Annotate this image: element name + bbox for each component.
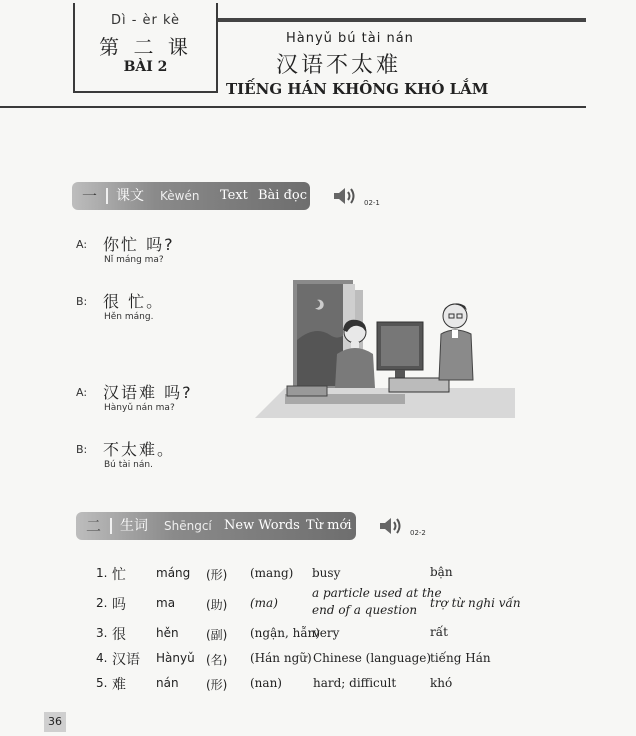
dialogue-speaker: A: xyxy=(76,238,88,251)
vocab-english: busy xyxy=(312,566,341,580)
vocab-english: hard; difficult xyxy=(313,676,397,690)
vocab-pinyin: nán xyxy=(156,676,179,690)
vocab-hanzi: 很 xyxy=(112,627,126,643)
lesson-number-pinyin: Dì - èr kè xyxy=(110,13,181,28)
section-title-vietnamese: Từ mới xyxy=(306,518,352,533)
vocab-english-line-2: end of a question xyxy=(312,603,418,617)
section-title-pinyin: Kèwén xyxy=(160,189,200,203)
dialogue-speaker: B: xyxy=(76,295,88,308)
vocab-sino-vietnamese: (nan) xyxy=(250,676,282,690)
lesson-title-vietnamese: TIẾNG HÁN KHÔNG KHÓ LẮM xyxy=(226,80,489,98)
banner-divider xyxy=(106,188,108,204)
vocab-number: 2. xyxy=(96,596,108,610)
section-number: 二 xyxy=(86,517,102,535)
vocab-part-of-speech: (名) xyxy=(206,653,228,667)
vocab-number: 3. xyxy=(96,626,108,640)
vocab-part-of-speech: (助) xyxy=(206,598,228,612)
vocab-number: 4. xyxy=(96,651,108,665)
vocab-sino-vietnamese: (ma) xyxy=(250,596,278,610)
section-title-english: Text xyxy=(220,188,248,203)
vocab-vietnamese: trợ từ nghi vấn xyxy=(430,596,521,610)
audio-track-code: 02-2 xyxy=(410,529,426,537)
vocab-sino-vietnamese: (ngận, hẫn) xyxy=(250,626,321,640)
vocab-pinyin: ma xyxy=(156,596,176,610)
office-scene-illustration xyxy=(255,270,515,418)
vocab-part-of-speech: (形) xyxy=(206,568,228,582)
vocab-sino-vietnamese: (Hán ngữ) xyxy=(250,651,312,665)
audio-track-code: 02-1 xyxy=(364,199,380,207)
vocab-pinyin: máng xyxy=(156,566,191,580)
vocab-number: 5. xyxy=(96,676,108,690)
vocab-hanzi: 忙 xyxy=(112,567,126,583)
vocab-vietnamese: rất xyxy=(430,625,448,639)
section-new-words-banner xyxy=(76,512,356,540)
vocab-hanzi: 难 xyxy=(112,677,126,693)
vocab-part-of-speech: (形) xyxy=(206,678,228,692)
dialogue-chinese: 你忙 吗? xyxy=(103,235,175,254)
vocab-vietnamese: khó xyxy=(430,676,453,690)
vocab-hanzi: 吗 xyxy=(112,597,126,613)
lesson-title-pinyin: Hànyǔ bú tài nán xyxy=(286,31,414,46)
header-bottom-rule xyxy=(0,106,586,108)
section-title-chinese: 生词 xyxy=(120,518,148,534)
header-top-rule xyxy=(210,18,586,22)
dialogue-speaker: B: xyxy=(76,443,88,456)
vocab-vietnamese: bận xyxy=(430,565,453,579)
lesson-number-box xyxy=(73,3,218,93)
dialogue-chinese: 汉语难 吗? xyxy=(103,383,193,402)
section-text-banner xyxy=(72,182,310,210)
vocab-part-of-speech: (副) xyxy=(206,628,228,642)
vocab-english-line-1: a particle used at the xyxy=(312,586,442,600)
vocab-sino-vietnamese: (mang) xyxy=(250,566,294,580)
vocab-vietnamese: tiếng Hán xyxy=(430,651,491,665)
page-number: 36 xyxy=(44,712,66,732)
section-title-pinyin: Shēngcí xyxy=(164,519,212,533)
lesson-number-vietnamese: BÀI 2 xyxy=(123,59,168,75)
vocab-english: very xyxy=(313,626,340,640)
speaker-icon[interactable] xyxy=(332,186,358,206)
section-title-english: New Words xyxy=(224,518,300,533)
vocab-hanzi: 汉语 xyxy=(112,652,140,668)
dialogue-speaker: A: xyxy=(76,386,88,399)
section-title-chinese: 课文 xyxy=(116,188,144,204)
dialogue-chinese: 不太难。 xyxy=(103,440,176,459)
banner-divider xyxy=(110,518,112,534)
dialogue-pinyin: Hànyǔ nán ma? xyxy=(104,403,175,413)
section-number: 一 xyxy=(82,187,98,205)
lesson-number-chinese: 第 二 课 xyxy=(99,35,192,59)
dialogue-chinese: 很 忙。 xyxy=(103,292,165,311)
dialogue-pinyin: Hěn máng. xyxy=(104,312,154,322)
dialogue-pinyin: Bú tài nán. xyxy=(104,460,153,470)
vocab-pinyin: Hànyǔ xyxy=(156,651,195,665)
lesson-title-chinese: 汉语不太难 xyxy=(276,53,402,78)
speaker-icon[interactable] xyxy=(378,516,404,536)
section-title-vietnamese: Bài đọc xyxy=(258,188,308,203)
vocab-pinyin: hěn xyxy=(156,626,179,640)
vocab-english: Chinese (language) xyxy=(313,651,432,665)
vocab-number: 1. xyxy=(96,566,108,580)
dialogue-pinyin: Nǐ máng ma? xyxy=(104,255,164,265)
